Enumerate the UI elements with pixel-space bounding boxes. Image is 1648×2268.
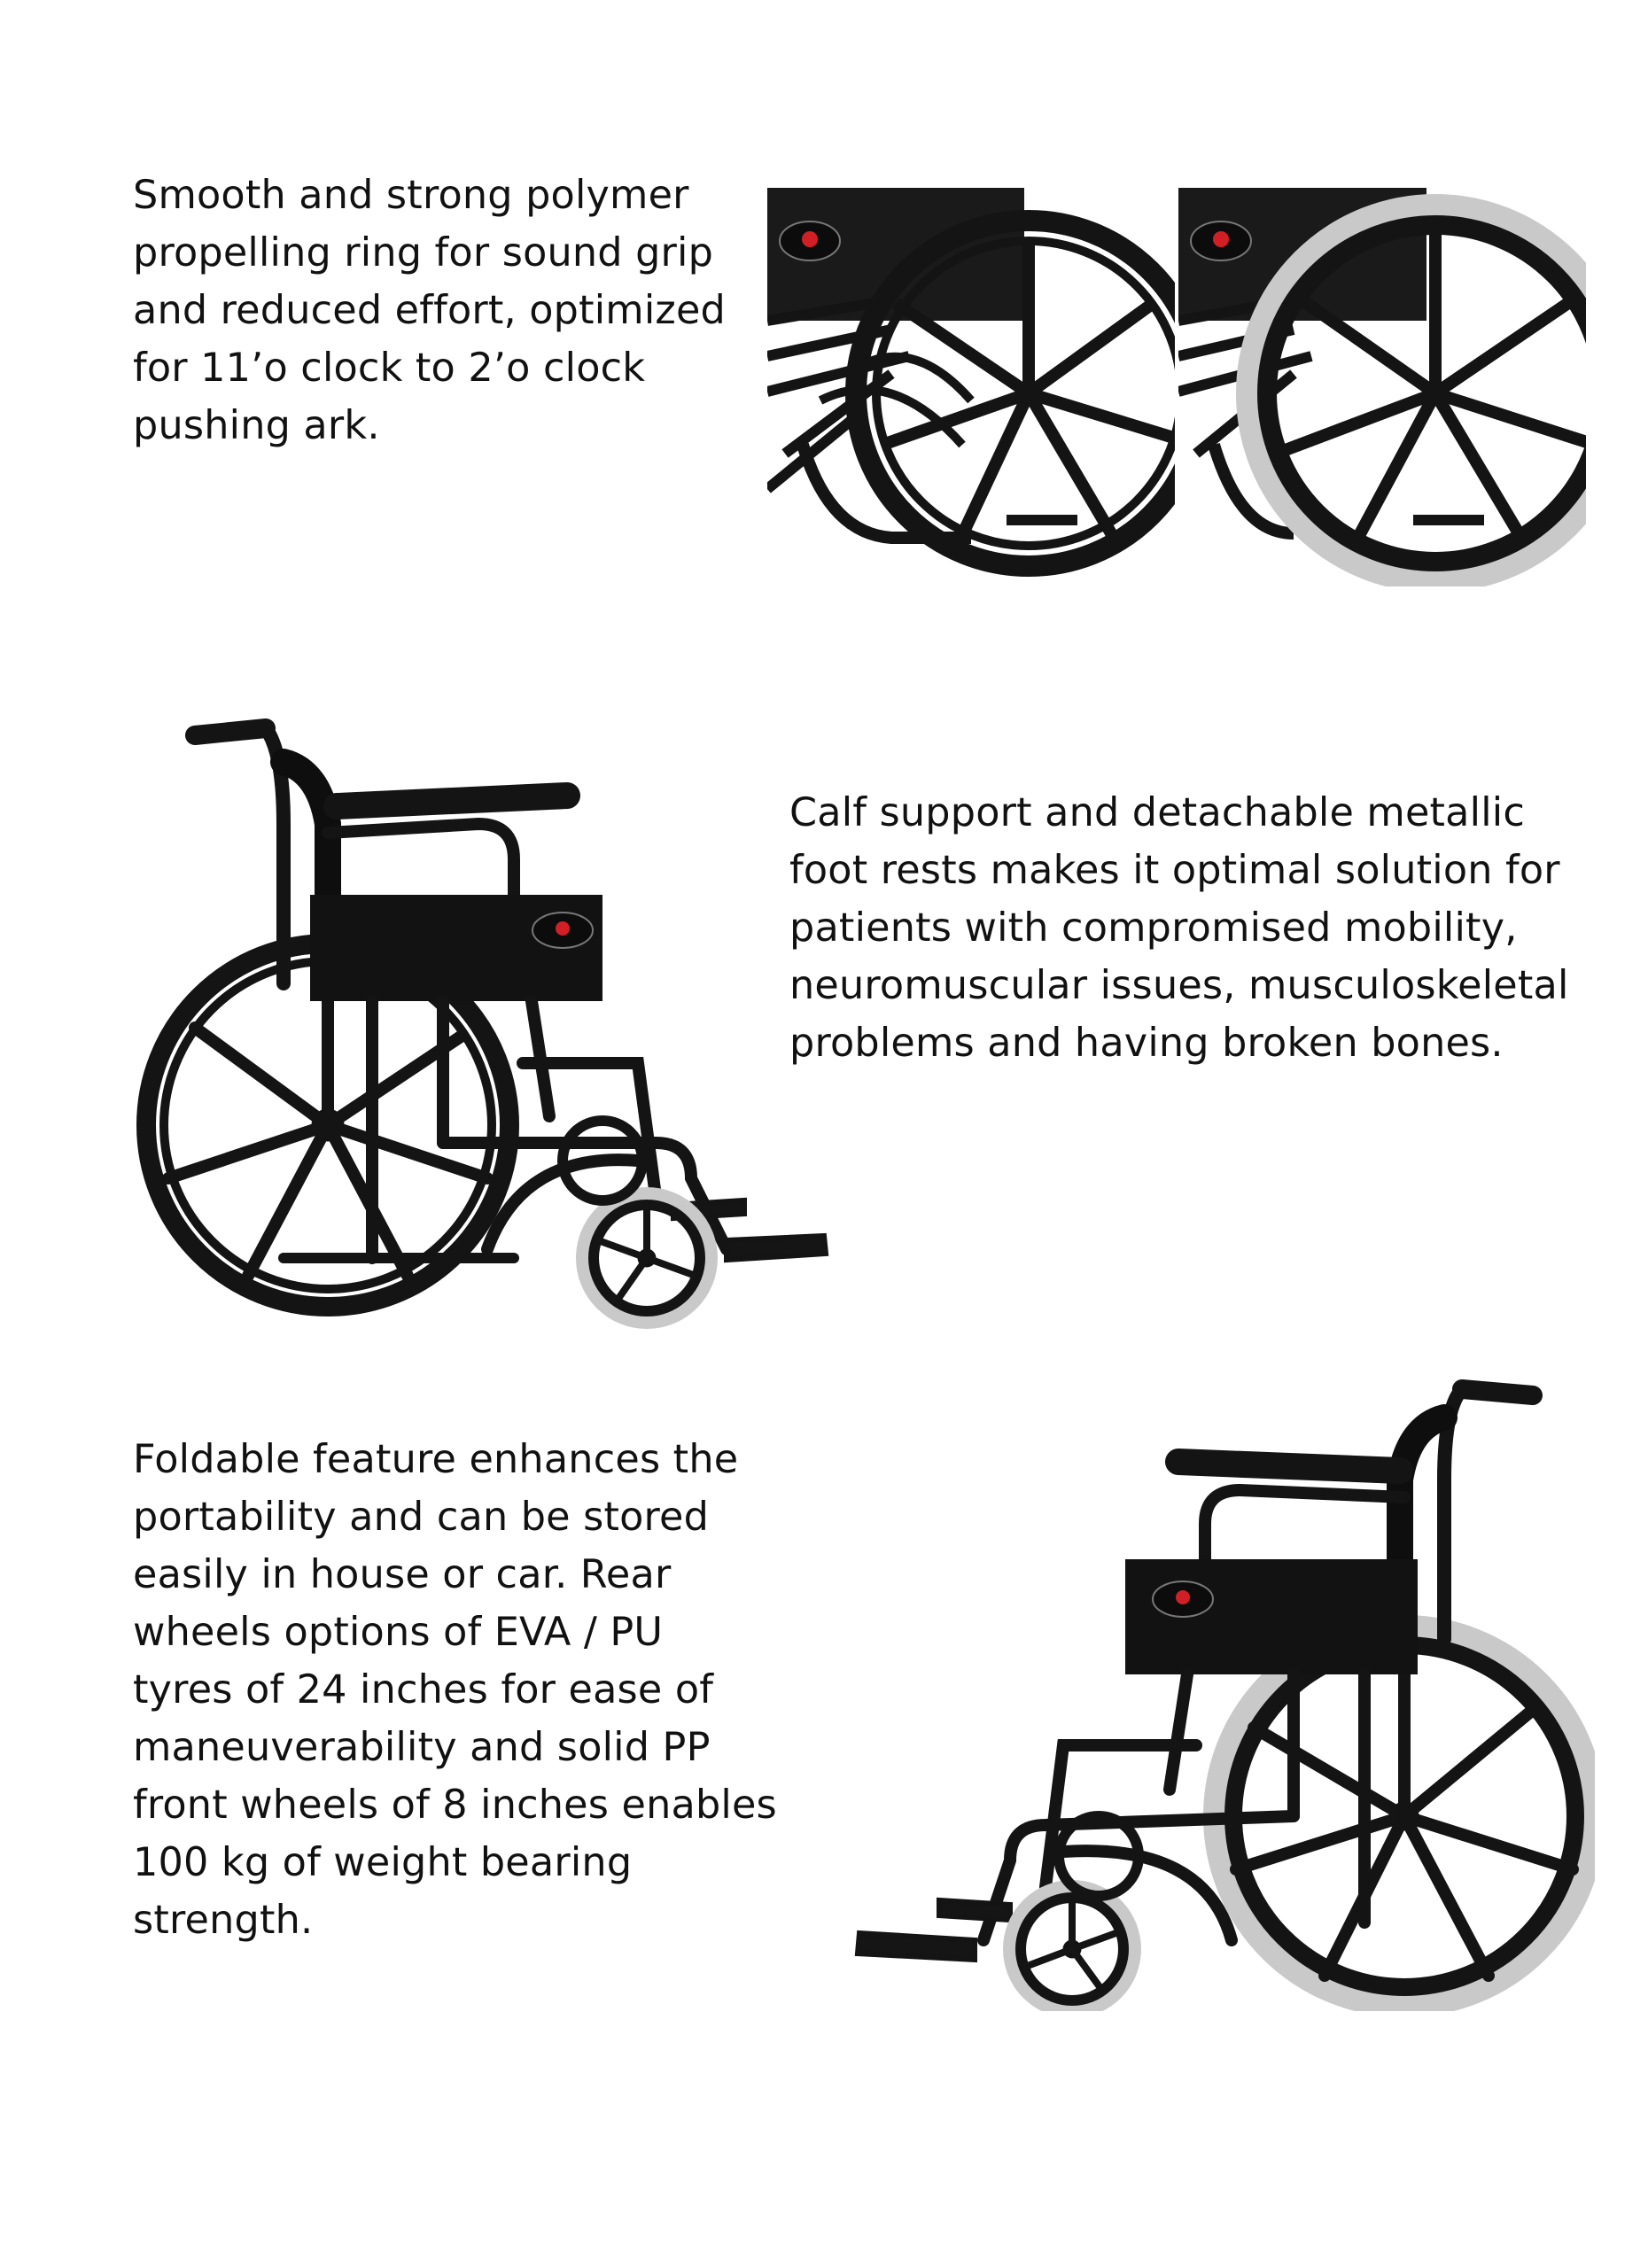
text-line: patients with compromised mobility, [789,905,1518,951]
propelling-ring-description [133,167,726,454]
text-line: foot rests makes it optimal solution for [789,848,1560,893]
text-line: propelling ring for sound grip [133,230,714,276]
text-line: Foldable feature enhances the [133,1437,739,1482]
text-line: neuromuscular issues, musculoskeletal [789,963,1569,1008]
wheelchair-side-view-image [833,1373,1595,2011]
ring-closeup-grey-image [1178,188,1586,586]
text-line: Smooth and strong polymer [133,173,689,218]
text-line: problems and having broken bones. [789,1021,1504,1066]
text-line: tyres of 24 inches for ease of [133,1667,714,1713]
text-line: Calf support and detachable metallic [789,790,1525,835]
text-line: for 11’o clock to 2’o clock [133,346,646,391]
foldable-description [133,1431,777,1949]
text-line: maneuverability and solid PP [133,1725,711,1770]
text-line: portability and can be stored [133,1495,710,1540]
text-line: front wheels of 8 inches enables [133,1783,777,1828]
text-line: wheels options of EVA / PU [133,1610,664,1655]
calf-support-description [789,784,1569,1072]
text-line: easily in house or car. Rear [133,1552,672,1597]
text-line: 100 kg of weight bearing [133,1840,633,1885]
ring-closeup-black-image [767,188,1175,586]
text-line: pushing ark. [133,403,380,448]
wheelchair-side-view-image [106,718,868,1329]
text-line: strength. [133,1898,314,1943]
text-line: and reduced effort, optimized [133,288,726,333]
